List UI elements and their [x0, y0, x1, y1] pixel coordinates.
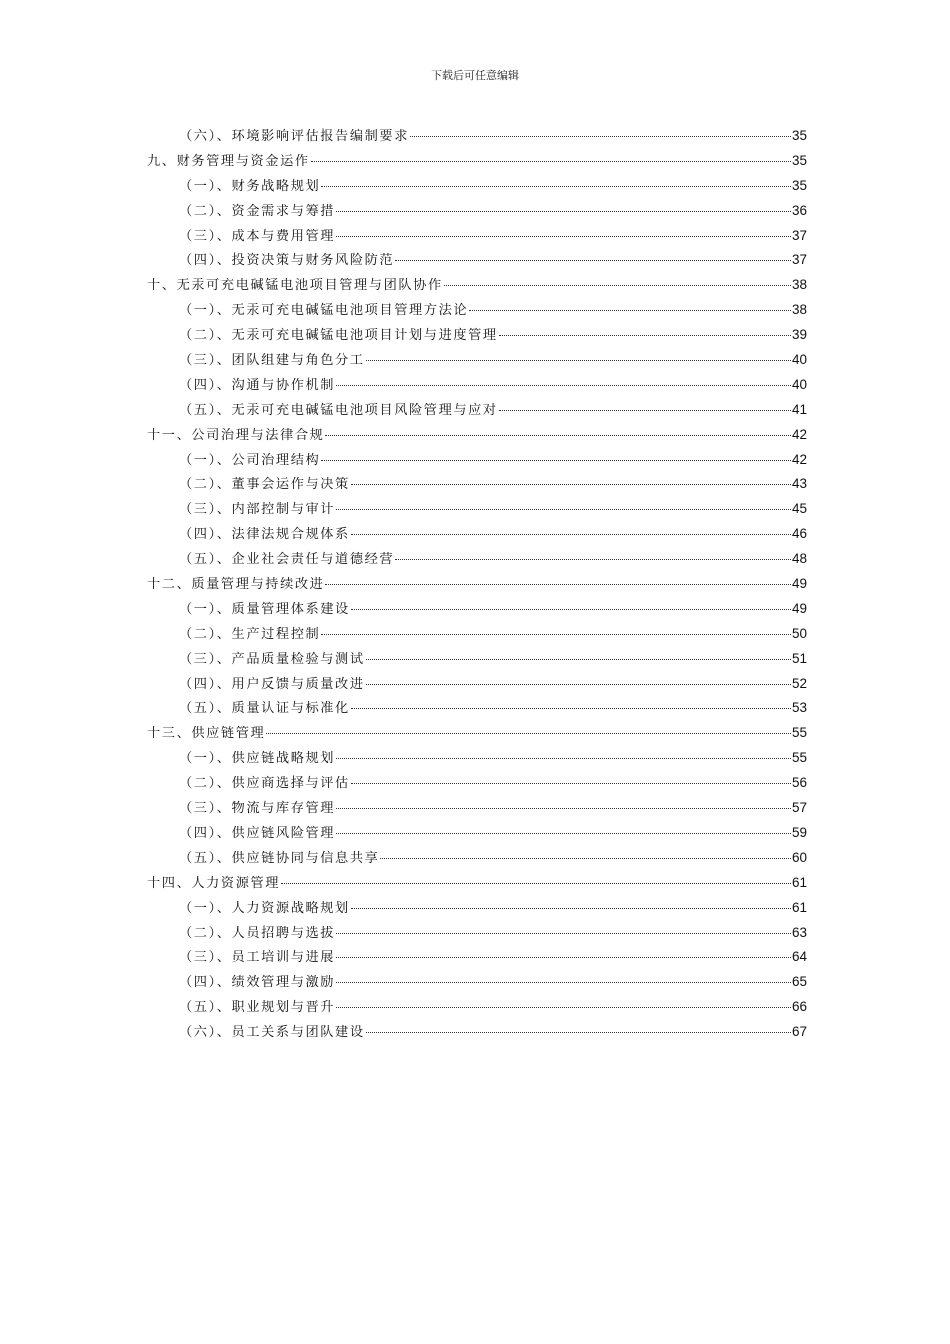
toc-dot-leader: [311, 161, 791, 162]
toc-entry-label: （五）、企业社会责任与道德经营: [179, 552, 395, 568]
toc-section-entry[interactable]: [147, 498, 807, 523]
toc-section-entry[interactable]: [147, 797, 807, 822]
toc-entry-label: （一）、公司治理结构: [179, 452, 321, 468]
toc-entry-label: 九、财务管理与资金运作: [147, 153, 310, 169]
toc-chapter-entry[interactable]: [147, 424, 807, 449]
toc-dot-leader: [351, 534, 791, 535]
toc-page-number: 45: [791, 501, 807, 517]
toc-entry-label: 十二、质量管理与持续改进: [147, 577, 325, 593]
toc-entry-label: （四）、供应链风险管理: [179, 825, 336, 841]
toc-page-number: 43: [791, 476, 807, 492]
toc-dot-leader: [366, 659, 791, 660]
toc-dot-leader: [336, 1007, 791, 1008]
toc-section-entry[interactable]: [147, 249, 807, 274]
toc-dot-leader: [325, 435, 791, 436]
toc-dot-leader: [336, 833, 791, 834]
toc-entry-label: （二）、资金需求与筹措: [179, 203, 336, 219]
toc-page-number: 60: [791, 849, 807, 865]
toc-entry-label: （一）、无汞可充电碱锰电池项目管理方法论: [179, 303, 469, 319]
toc-dot-leader: [336, 385, 791, 386]
toc-page-number: 48: [791, 551, 807, 567]
toc-section-entry[interactable]: [147, 225, 807, 250]
toc-page-number: 53: [791, 700, 807, 716]
toc-section-entry[interactable]: [147, 399, 807, 424]
toc-page-number: 37: [791, 227, 807, 243]
toc-page-number: 36: [791, 202, 807, 218]
toc-entry-label: 十、无汞可充电碱锰电池项目管理与团队协作: [147, 278, 443, 294]
toc-dot-leader: [395, 260, 791, 261]
toc-entry-label: （二）、人员招聘与选拔: [179, 925, 336, 941]
toc-page-number: 65: [791, 974, 807, 990]
toc-section-entry[interactable]: [147, 200, 807, 225]
toc-chapter-entry[interactable]: [147, 150, 807, 175]
toc-dot-leader: [321, 634, 791, 635]
toc-page-number: 56: [791, 775, 807, 791]
toc-dot-leader: [336, 808, 791, 809]
toc-dot-leader: [366, 684, 791, 685]
toc-page-number: 38: [791, 277, 807, 293]
toc-entry-label: 十四、人力资源管理: [147, 875, 281, 891]
toc-entry-label: （三）、成本与费用管理: [179, 228, 336, 244]
toc-section-entry[interactable]: [147, 473, 807, 498]
toc-page-number: 42: [791, 426, 807, 442]
toc-section-entry[interactable]: [147, 772, 807, 797]
toc-section-entry[interactable]: [147, 1021, 807, 1046]
toc-page-number: 55: [791, 750, 807, 766]
toc-chapter-entry[interactable]: [147, 872, 807, 897]
toc-dot-leader: [395, 559, 791, 560]
toc-page-number: 35: [791, 152, 807, 168]
toc-page-number: 46: [791, 526, 807, 542]
toc-page-number: 42: [791, 451, 807, 467]
toc-section-entry[interactable]: [147, 697, 807, 722]
toc-entry-label: （一）、人力资源战略规划: [179, 900, 350, 916]
toc-dot-leader: [266, 733, 791, 734]
toc-entry-label: （四）、法律法规合规体系: [179, 527, 350, 543]
toc-page-number: 51: [791, 650, 807, 666]
toc-section-entry[interactable]: [147, 971, 807, 996]
toc-page-number: 39: [791, 327, 807, 343]
toc-entry-label: （二）、生产过程控制: [179, 626, 321, 642]
toc-page-number: 66: [791, 999, 807, 1015]
toc-dot-leader: [281, 883, 791, 884]
toc-dot-leader: [336, 933, 791, 934]
toc-section-entry[interactable]: [147, 449, 807, 474]
toc-page-number: 61: [791, 874, 807, 890]
toc-entry-label: （四）、用户反馈与质量改进: [179, 676, 365, 692]
toc-section-entry[interactable]: [147, 523, 807, 548]
toc-entry-label: （二）、供应商选择与评估: [179, 776, 350, 792]
toc-dot-leader: [336, 236, 791, 237]
toc-page-number: 35: [791, 128, 807, 143]
toc-entry-label: （四）、投资决策与财务风险防范: [179, 253, 395, 269]
toc-page-number: 37: [791, 252, 807, 268]
toc-page-number: 38: [791, 302, 807, 318]
toc-entry-label: （一）、供应链战略规划: [179, 751, 336, 767]
toc-section-entry[interactable]: [147, 548, 807, 573]
toc-page-number: 63: [791, 924, 807, 940]
toc-page-number: 49: [791, 600, 807, 616]
table-of-contents: [147, 125, 807, 1046]
toc-entry-label: （三）、员工培训与进展: [179, 950, 336, 966]
toc-section-entry[interactable]: [147, 946, 807, 971]
toc-entry-label: 十一、公司治理与法律合规: [147, 427, 325, 443]
toc-dot-leader: [351, 708, 791, 709]
toc-section-entry[interactable]: [147, 747, 807, 772]
toc-entry-label: （六）、环境影响评估报告编制要求: [179, 129, 409, 144]
toc-dot-leader: [321, 460, 791, 461]
toc-dot-leader: [336, 982, 791, 983]
toc-dot-leader: [351, 609, 791, 610]
toc-section-entry[interactable]: [147, 324, 807, 349]
toc-section-entry[interactable]: [147, 922, 807, 947]
toc-page-number: 61: [791, 899, 807, 915]
toc-entry-label: （五）、供应链协同与信息共享: [179, 850, 380, 866]
toc-dot-leader: [444, 285, 791, 286]
toc-section-entry[interactable]: [147, 349, 807, 374]
toc-entry-label: 十三、供应链管理: [147, 726, 266, 742]
toc-section-entry[interactable]: [147, 847, 807, 872]
toc-page-number: 57: [791, 800, 807, 816]
toc-section-entry[interactable]: [147, 897, 807, 922]
toc-page-number: 35: [791, 177, 807, 193]
toc-page-number: 59: [791, 824, 807, 840]
toc-dot-leader: [410, 136, 791, 137]
toc-section-entry[interactable]: [147, 125, 807, 150]
toc-entry-label: （五）、无汞可充电碱锰电池项目风险管理与应对: [179, 402, 498, 418]
toc-page-number: 41: [791, 401, 807, 417]
toc-dot-leader: [321, 186, 791, 187]
toc-entry-label: （三）、内部控制与审计: [179, 502, 336, 518]
toc-dot-leader: [351, 783, 791, 784]
toc-page-number: 40: [791, 376, 807, 392]
toc-dot-leader: [469, 310, 791, 311]
toc-entry-label: （六）、员工关系与团队建设: [179, 1025, 365, 1041]
toc-entry-label: （一）、质量管理体系建设: [179, 601, 350, 617]
toc-section-entry[interactable]: [147, 623, 807, 648]
toc-entry-label: （三）、团队组建与角色分工: [179, 353, 365, 369]
toc-dot-leader: [351, 908, 791, 909]
toc-dot-leader: [366, 1032, 791, 1033]
toc-chapter-entry[interactable]: [147, 274, 807, 299]
page-header-note: 下载后可任意编辑: [431, 69, 519, 82]
toc-entry-label: （三）、物流与库存管理: [179, 801, 336, 817]
toc-entry-label: （五）、职业规划与晋升: [179, 1000, 336, 1016]
toc-entry-label: （二）、董事会运作与决策: [179, 477, 350, 493]
toc-dot-leader: [336, 509, 791, 510]
toc-dot-leader: [366, 360, 791, 361]
toc-page-number: 55: [791, 725, 807, 741]
toc-dot-leader: [499, 410, 791, 411]
toc-chapter-entry[interactable]: [147, 573, 807, 598]
toc-entry-label: （三）、产品质量检验与测试: [179, 651, 365, 667]
toc-entry-label: （四）、沟通与协作机制: [179, 377, 336, 393]
toc-dot-leader: [499, 335, 791, 336]
toc-entry-label: （四）、绩效管理与激励: [179, 975, 336, 991]
toc-section-entry[interactable]: [147, 648, 807, 673]
toc-page-number: 49: [791, 576, 807, 592]
toc-section-entry[interactable]: [147, 175, 807, 200]
toc-dot-leader: [336, 957, 791, 958]
toc-section-entry[interactable]: [147, 598, 807, 623]
toc-section-entry[interactable]: [147, 996, 807, 1021]
toc-dot-leader: [380, 858, 791, 859]
toc-section-entry[interactable]: [147, 374, 807, 399]
toc-page-number: 64: [791, 949, 807, 965]
toc-page-number: 67: [791, 1024, 807, 1040]
toc-dot-leader: [325, 584, 791, 585]
toc-section-entry[interactable]: [147, 299, 807, 324]
toc-page-number: 50: [791, 625, 807, 641]
toc-dot-leader: [336, 758, 791, 759]
toc-section-entry[interactable]: [147, 822, 807, 847]
toc-dot-leader: [336, 211, 791, 212]
toc-entry-label: （二）、无汞可充电碱锰电池项目计划与进度管理: [179, 328, 498, 344]
toc-page-number: 40: [791, 352, 807, 368]
toc-dot-leader: [351, 484, 791, 485]
toc-entry-label: （五）、质量认证与标准化: [179, 701, 350, 717]
toc-entry-label: （一）、财务战略规划: [179, 178, 321, 194]
toc-page-number: 52: [791, 675, 807, 691]
toc-chapter-entry[interactable]: [147, 722, 807, 747]
toc-section-entry[interactable]: [147, 673, 807, 698]
